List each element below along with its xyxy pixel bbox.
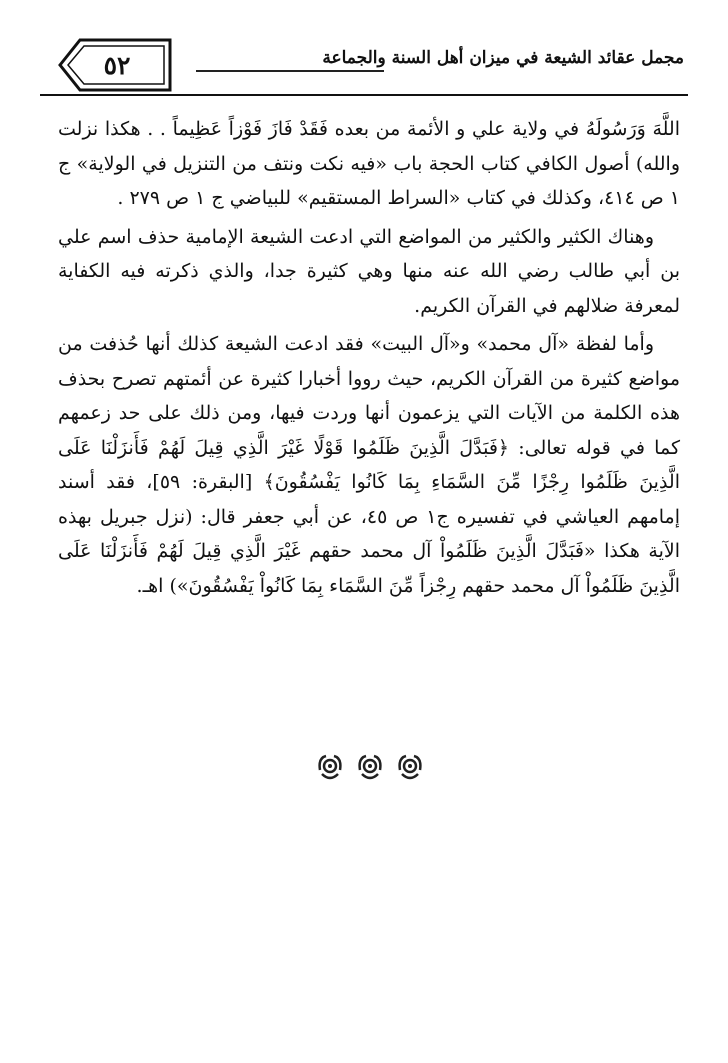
paragraph-2: وهناك الكثير والكثير من المواضع التي ادعت الشيعة الإمامية حذف اسم علي بن أبي طالب رضي الله عنه منها وهي كثيرة جدا، والذي ذكرته فيه الكفاية لمعرفة ضلالهم في القرآن الكريم. xyxy=(58,225,680,317)
header-dash-divider xyxy=(196,70,384,72)
running-title: مجمل عقائد الشيعة في ميزان أهل السنة والجماعة xyxy=(322,48,684,68)
paragraph-1: اللَّهَ وَرَسُولَهُ في ولاية علي و الأئمة من بعده فَقَدْ فَازَ فَوْزاً عَظِيماً . . هكذا نزلت والله) أصول الكافي كتاب الحجة باب «فيه نكت ونتف من التنزيل في الولاية» ج ١ ص ٤١٤، وكذلك في كتاب «السراط المستقيم» للبياضي ج ١ ص ٢٧٩ . xyxy=(58,118,680,209)
paragraph-3: وأما لفظة «آل محمد» و«آل البيت» فقد ادعت الشيعة كذلك أنها حُذفت من مواضع كثيرة من القرآن الكريم، حيث رووا أخبارا كثيرة عن أئمتهم تصرح بحذف هذه الكلمة من الآيات التي يزعمون أنها وردت فيها، ومن ذلك على حد زعمهم كما في قوله تعالى: ﴿فَبَدَّلَ الَّذِينَ ظَلَمُوا قَوْلًا غَيْرَ الَّذِي قِيلَ لَهُمْ فَأَنزَلْنَا عَلَى الَّذِينَ ظَلَمُوا رِجْزًا مِّنَ السَّمَاءِ بِمَا كَانُوا يَفْسُقُونَ﴾ [البقرة: ٥٩]، فقد أسند إمامهم العياشي في تفسيره ج١ ص ٤٥، عن أبي جعفر قال: (نزل جبريل بهذه الآية هكذا «فَبَدَّلَ الَّذِينَ ظَلَمُواْ آل محمد حقهم غَيْرَ الَّذِي قِيلَ لَهُمْ فَأَنزَلْنَا عَلَى الَّذِينَ ظَلَمُواْ آل محمد حقهم رِجْزاً مِّنَ السَّمَاء بِمَا كَانُواْ يَفْسُقُونَ») اهـ. xyxy=(58,333,680,597)
page-header xyxy=(40,30,688,100)
flower-ornament-icon xyxy=(354,752,386,784)
body-text xyxy=(58,112,680,607)
section-end-ornament xyxy=(314,748,426,788)
header-rule xyxy=(40,94,688,96)
flower-ornament-icon xyxy=(394,752,426,784)
flower-ornament-icon xyxy=(314,752,346,784)
page-number: ٥٢ xyxy=(103,50,131,80)
